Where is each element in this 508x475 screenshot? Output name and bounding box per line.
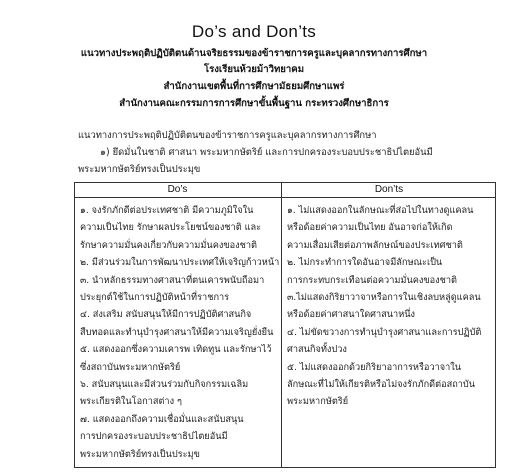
donts-column-header: Don’ts bbox=[374, 184, 404, 195]
donts-item-line: ศาสนกิจทั้งปวง bbox=[287, 344, 347, 356]
dos-item-line: ๒. มีส่วนร่วมในการพัฒนาประเทศให้เจริญก้าวหน้า bbox=[80, 257, 280, 269]
dos-item-line: การปกครองระบอบประชาธิปไตยอันมี bbox=[80, 431, 228, 443]
dos-item-line: ประยุกต์ใช้ในการปฏิบัติหน้าที่ราชการ bbox=[80, 292, 230, 303]
dos-item-line: ซึ่งสถาบันพระมหากษัตริย์ bbox=[80, 361, 181, 373]
donts-item-line: หรือด้อยค่าความเป็นไทย อันอาจก่อให้เกิด bbox=[287, 222, 453, 234]
header-line-school: โรงเรียนห้วยม้าวิทยาคม bbox=[203, 64, 305, 75]
dos-item-line: พระมหากษัตริย์ทรงเป็นประมุข bbox=[80, 448, 200, 460]
donts-item-line: พระมหากษัตริย์ bbox=[287, 396, 349, 408]
dos-item-line: ความเป็นไทย รักษาผลประโยชน์ของชาติ และ bbox=[80, 222, 262, 234]
intro-line: แนวทางการประพฤติปฏิบัติตนของข้าราชการครูและบุคลากรทางการศึกษา bbox=[78, 130, 377, 141]
donts-item-line: ๕. ไม่แสดงออกด้วยกิริยาอาการหรือวาจาใน bbox=[287, 361, 462, 373]
dos-column-header: Do’s bbox=[167, 184, 188, 195]
donts-item-line: ๒. ไม่กระทำการใดอันอาจมีลักษณะเป็น bbox=[287, 257, 443, 269]
header-line-guidelines: แนวทางประพฤติปฏิบัติตนด้านจริยธรรมของข้าราชการครูและบุคลากรทางการศึกษา bbox=[80, 48, 428, 59]
dos-item-line: ๕. แสดงออกซึ่งความเคารพ เทิดทูน และรักษาไว้ bbox=[80, 344, 272, 356]
header-line-area-office: สำนักงานเขตพื้นที่การศึกษามัธยมศึกษาแพร่ bbox=[163, 81, 345, 92]
donts-item-line: การกระทบกระเทือนต่อความมั่นคงของชาติ bbox=[287, 274, 458, 286]
donts-item-line: ลักษณะที่ไม่ให้เกียรติหรือไม่จงรักภักดีต่อสถาบัน bbox=[287, 379, 476, 390]
document-title: Do’s and Don’ts bbox=[191, 22, 317, 41]
header-line-commission: สำนักงานคณะกรรมการการศึกษาขั้นพื้นฐาน กระทรวงศึกษาธิการ bbox=[119, 98, 389, 109]
dos-item-line: ๑. จงรักภักดีต่อประเทศชาติ มีความภูมิใจใน bbox=[80, 205, 254, 216]
donts-item-line: ความเสื่อมเสียต่อภาพลักษณ์ของประเทศชาติ bbox=[287, 239, 463, 251]
donts-item-line: ๑. ไม่แสดงออกในลักษณะที่ส่อไปในทางดูแคลน bbox=[287, 205, 474, 216]
intro-item-1: ๑) ยึดมั่นในชาติ ศาสนา พระมหากษัตริย์ และการปกครองระบอบประชาธิปไตยอันมี bbox=[100, 147, 433, 158]
donts-item-line: ๓.ไม่แสดงกิริยาวาจาหรือการในเชิงลบหลู่ดูแคลน bbox=[287, 292, 481, 303]
dos-item-line: ๖. สนับสนุนและมีส่วนร่วมกับกิจกรรมเฉลิม bbox=[80, 379, 249, 390]
table-column-divider bbox=[281, 182, 282, 468]
dos-item-line: ๗. แสดงออกถึงความเชื่อมั่นและสนับสนุน bbox=[80, 413, 244, 425]
intro-item-1-continuation: พระมหากษัตริย์ทรงเป็นประมุข bbox=[78, 164, 201, 175]
dos-item-line: รักษาความมั่นคงเกี่ยวกับความมั่นคงของชาติ bbox=[80, 239, 257, 251]
table-header-divider bbox=[74, 197, 496, 198]
donts-item-line: หรือด้อยค่าศาสนาใดศาสนาหนึ่ง bbox=[287, 309, 416, 321]
dos-item-line: พระเกียรติในโอกาสต่าง ๆ bbox=[80, 396, 182, 408]
dos-item-line: ๔. ส่งเสริม สนับสนุนให้มีการปฏิบัติศาสนกิจ bbox=[80, 309, 252, 321]
donts-item-line: ๔. ไม่ขัดขวางการทำนุบำรุงศาสนาและการปฏิบัติ bbox=[287, 326, 482, 338]
dos-item-line: สืบทอดและทำนุบำรุงศาสนาให้มีความเจริญยั่งยืน bbox=[80, 326, 274, 338]
dos-item-line: ๓. นำหลักธรรมทางศาสนาที่ตนเคารพนับถือมา bbox=[80, 274, 265, 286]
